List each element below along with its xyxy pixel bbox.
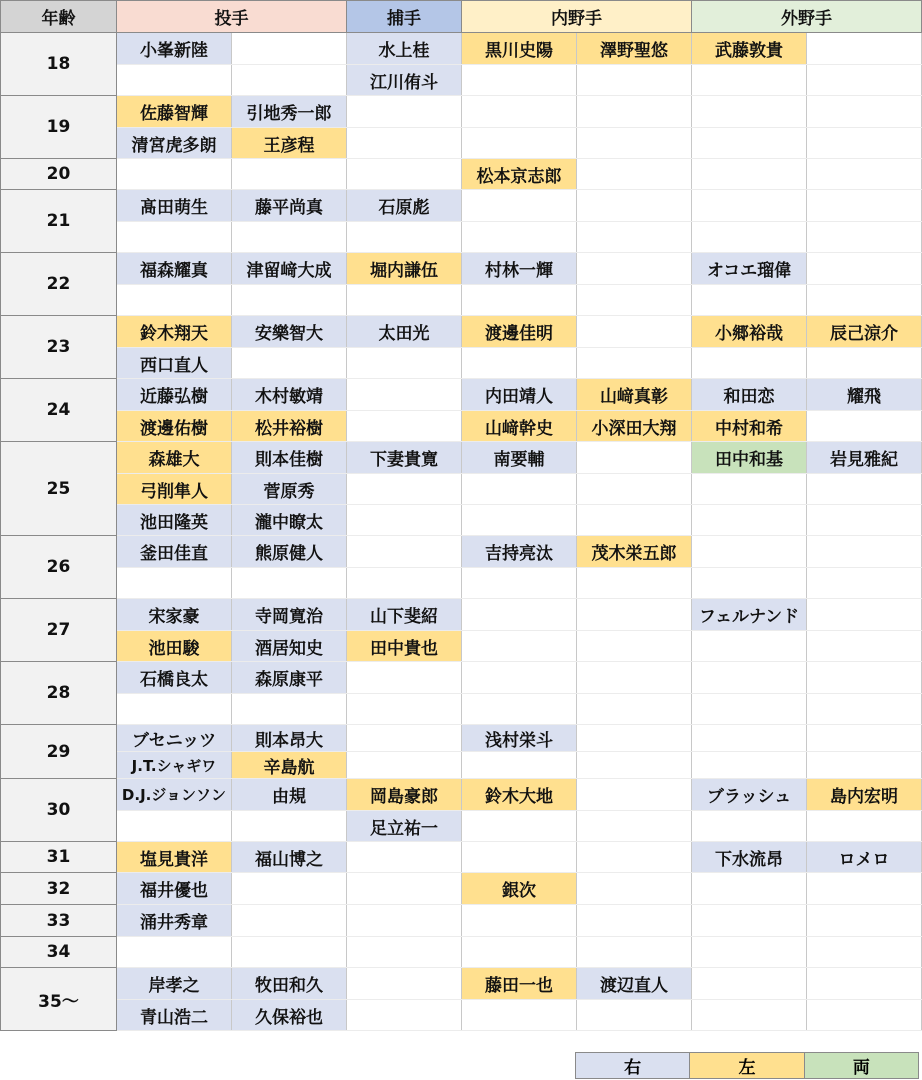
player-cell: 佐藤智輝 [117,96,232,128]
empty-cell [807,33,922,65]
empty-cell [347,128,462,159]
empty-cell [577,725,692,752]
age-cell: 24 [1,379,117,442]
player-cell: 松本京志郎 [462,159,577,190]
header-pitcher: 投手 [117,1,347,33]
player-cell: 鈴木大地 [462,779,577,811]
empty-cell [692,96,807,128]
empty-cell [692,568,807,599]
player-cell: 鈴木翔天 [117,316,232,348]
roster-body [1,33,922,1031]
roster-row [1,316,922,348]
header-row [1,1,922,33]
age-cell: 27 [1,599,117,662]
age-cell: 21 [1,190,117,253]
roster-row [1,253,922,285]
player-cell: 宋家豪 [117,599,232,631]
player-cell: 黒川史陽 [462,33,577,65]
player-cell: 池田隆英 [117,505,232,536]
empty-cell [117,222,232,253]
empty-cell [577,599,692,631]
player-cell: 田中貴也 [347,631,462,662]
empty-cell [692,348,807,379]
empty-cell [347,905,462,937]
player-cell: 山﨑幹史 [462,411,577,442]
player-cell: 小深田大翔 [577,411,692,442]
roster-row [1,285,922,316]
empty-cell [462,128,577,159]
empty-cell [462,568,577,599]
age-cell: 31 [1,842,117,873]
player-cell: 弓削隼人 [117,474,232,505]
empty-cell [462,65,577,96]
player-cell: 熊原健人 [232,536,347,568]
empty-cell [577,348,692,379]
roster-row [1,65,922,96]
player-cell: 近藤弘樹 [117,379,232,411]
roster-row [1,631,922,662]
age-cell: 18 [1,33,117,96]
player-cell: 渡邊佳明 [462,316,577,348]
roster-row [1,33,922,65]
empty-cell [807,96,922,128]
empty-cell [577,128,692,159]
empty-cell [692,694,807,725]
player-cell: 辰己涼介 [807,316,922,348]
empty-cell [807,968,922,1000]
age-cell: 19 [1,96,117,159]
empty-cell [692,128,807,159]
roster-row [1,873,922,905]
player-cell: 塩見貴洋 [117,842,232,873]
header-age: 年齢 [1,1,117,33]
empty-cell [807,285,922,316]
empty-cell [347,348,462,379]
player-cell: 岩見雅紀 [807,442,922,474]
empty-cell [232,568,347,599]
player-cell: 池田駿 [117,631,232,662]
player-cell: 渡邊佑樹 [117,411,232,442]
empty-cell [347,474,462,505]
player-cell: J.T.シャギワ [117,752,232,779]
empty-cell [347,159,462,190]
empty-cell [577,905,692,937]
player-cell: 島内宏明 [807,779,922,811]
empty-cell [232,159,347,190]
empty-cell [232,873,347,905]
age-cell: 26 [1,536,117,599]
roster-row [1,536,922,568]
empty-cell [117,937,232,968]
player-cell: ロメロ [807,842,922,873]
empty-cell [807,348,922,379]
player-cell: 耀飛 [807,379,922,411]
empty-cell [462,285,577,316]
roster-row [1,568,922,599]
player-cell: 引地秀一郎 [232,96,347,128]
roster-row [1,222,922,253]
empty-cell [117,159,232,190]
roster-row [1,779,922,811]
empty-cell [692,968,807,1000]
empty-cell [577,190,692,222]
player-cell: 藤田一也 [462,968,577,1000]
age-cell: 32 [1,873,117,905]
empty-cell [807,65,922,96]
empty-cell [462,694,577,725]
empty-cell [807,873,922,905]
empty-cell [692,505,807,536]
empty-cell [462,662,577,694]
player-cell: 髙田萌生 [117,190,232,222]
empty-cell [462,599,577,631]
player-cell: 村林一輝 [462,253,577,285]
empty-cell [807,411,922,442]
roster-row [1,811,922,842]
player-cell: 澤野聖悠 [577,33,692,65]
player-cell: 辛島航 [232,752,347,779]
player-cell: 木村敏靖 [232,379,347,411]
player-cell: 山下斐紹 [347,599,462,631]
player-cell: 渡辺直人 [577,968,692,1000]
roster-row [1,937,922,968]
empty-cell [462,348,577,379]
empty-cell [347,968,462,1000]
empty-cell [462,752,577,779]
empty-cell [347,937,462,968]
empty-cell [692,159,807,190]
empty-cell [347,505,462,536]
roster-row [1,662,922,694]
age-cell: 23 [1,316,117,379]
empty-cell [692,190,807,222]
player-cell: ブセニッツ [117,725,232,752]
empty-cell [462,474,577,505]
roster-row [1,411,922,442]
roster-row [1,1000,922,1031]
empty-cell [692,752,807,779]
player-cell: 寺岡寛治 [232,599,347,631]
header-infield: 内野手 [462,1,692,33]
player-cell: 涌井秀章 [117,905,232,937]
empty-cell [347,842,462,873]
player-cell: 南要輔 [462,442,577,474]
player-cell: 堀内謙伍 [347,253,462,285]
player-cell: 浅村栄斗 [462,725,577,752]
player-cell: 岸孝之 [117,968,232,1000]
empty-cell [232,694,347,725]
player-cell: 福森耀真 [117,253,232,285]
player-cell: フェルナンド [692,599,807,631]
player-cell: 福井優也 [117,873,232,905]
header-catcher: 捕手 [347,1,462,33]
player-cell: 藤平尚真 [232,190,347,222]
roster-row [1,694,922,725]
empty-cell [347,725,462,752]
roster-row [1,842,922,873]
empty-cell [807,505,922,536]
empty-cell [577,873,692,905]
empty-cell [807,190,922,222]
empty-cell [347,379,462,411]
roster-row [1,505,922,536]
player-cell: オコエ瑠偉 [692,253,807,285]
empty-cell [577,1000,692,1031]
player-cell: ブラッシュ [692,779,807,811]
empty-cell [117,568,232,599]
roster-row [1,348,922,379]
legend-right: 右 [576,1053,690,1079]
empty-cell [807,159,922,190]
empty-cell [347,694,462,725]
empty-cell [577,568,692,599]
empty-cell [577,662,692,694]
player-cell: 久保裕也 [232,1000,347,1031]
roster-row [1,752,922,779]
roster-row [1,474,922,505]
empty-cell [232,811,347,842]
player-cell: 武藤敦貴 [692,33,807,65]
player-cell: 西口直人 [117,348,232,379]
empty-cell [462,937,577,968]
empty-cell [692,1000,807,1031]
empty-cell [577,96,692,128]
empty-cell [577,316,692,348]
player-cell: 小峯新陸 [117,33,232,65]
player-cell: 則本佳樹 [232,442,347,474]
empty-cell [807,752,922,779]
player-cell: 清宮虎多朗 [117,128,232,159]
empty-cell [807,694,922,725]
empty-cell [232,937,347,968]
empty-cell [807,599,922,631]
age-cell: 30 [1,779,117,842]
empty-cell [462,842,577,873]
empty-cell [577,65,692,96]
empty-cell [117,811,232,842]
player-cell: 茂木栄五郎 [577,536,692,568]
empty-cell [692,937,807,968]
empty-cell [462,905,577,937]
empty-cell [462,96,577,128]
empty-cell [117,694,232,725]
player-cell: 釜田佳直 [117,536,232,568]
player-cell: 松井裕樹 [232,411,347,442]
player-cell: 津留﨑大成 [232,253,347,285]
player-cell: 由規 [232,779,347,811]
empty-cell [462,1000,577,1031]
age-cell: 20 [1,159,117,190]
player-cell: 江川侑斗 [347,65,462,96]
player-cell: 小郷裕哉 [692,316,807,348]
player-cell: 和田恋 [692,379,807,411]
empty-cell [577,779,692,811]
empty-cell [692,65,807,96]
age-cell: 29 [1,725,117,779]
player-cell: 吉持亮汰 [462,536,577,568]
empty-cell [577,842,692,873]
roster-row [1,599,922,631]
empty-cell [117,285,232,316]
empty-cell [347,662,462,694]
empty-cell [117,65,232,96]
roster-row [1,725,922,752]
empty-cell [577,253,692,285]
roster-row [1,96,922,128]
empty-cell [692,474,807,505]
age-cell: 28 [1,662,117,725]
empty-cell [462,505,577,536]
roster-row [1,128,922,159]
roster-row [1,379,922,411]
empty-cell [807,937,922,968]
player-cell: 瀧中瞭太 [232,505,347,536]
player-cell: 則本昂大 [232,725,347,752]
player-cell: 安樂智大 [232,316,347,348]
empty-cell [807,905,922,937]
empty-cell [577,694,692,725]
age-cell: 35～ [1,968,117,1031]
empty-cell [347,222,462,253]
age-cell: 34 [1,937,117,968]
empty-cell [577,752,692,779]
age-cell: 22 [1,253,117,316]
age-cell: 33 [1,905,117,937]
empty-cell [577,505,692,536]
legend-both: 両 [804,1053,918,1079]
player-cell: 菅原秀 [232,474,347,505]
player-cell: 水上桂 [347,33,462,65]
empty-cell [232,65,347,96]
empty-cell [347,285,462,316]
empty-cell [692,873,807,905]
empty-cell [347,96,462,128]
empty-cell [577,937,692,968]
player-cell: 王彦程 [232,128,347,159]
player-cell: 下妻貴寛 [347,442,462,474]
player-cell: 森原康平 [232,662,347,694]
empty-cell [347,411,462,442]
empty-cell [807,662,922,694]
empty-cell [577,285,692,316]
empty-cell [692,631,807,662]
legend [575,1052,919,1079]
empty-cell [462,631,577,662]
empty-cell [692,662,807,694]
player-cell: 酒居知史 [232,631,347,662]
empty-cell [807,474,922,505]
empty-cell [692,905,807,937]
roster-row [1,968,922,1000]
player-cell: 青山浩二 [117,1000,232,1031]
roster-row [1,442,922,474]
empty-cell [807,536,922,568]
empty-cell [347,568,462,599]
empty-cell [232,348,347,379]
player-cell: 中村和希 [692,411,807,442]
player-cell: 山﨑真彰 [577,379,692,411]
empty-cell [692,285,807,316]
age-cell: 25 [1,442,117,536]
player-cell: 石原彪 [347,190,462,222]
empty-cell [577,631,692,662]
empty-cell [807,128,922,159]
player-cell: 内田靖人 [462,379,577,411]
player-cell: 岡島豪郎 [347,779,462,811]
header-outfield: 外野手 [692,1,922,33]
empty-cell [807,1000,922,1031]
empty-cell [692,725,807,752]
empty-cell [807,253,922,285]
empty-cell [807,222,922,253]
player-cell: 牧田和久 [232,968,347,1000]
empty-cell [232,222,347,253]
legend-left: 左 [690,1053,804,1079]
empty-cell [577,811,692,842]
empty-cell [347,536,462,568]
empty-cell [232,905,347,937]
player-cell: D.J.ジョンソン [117,779,232,811]
player-cell: 太田光 [347,316,462,348]
empty-cell [232,33,347,65]
empty-cell [692,222,807,253]
player-cell: 銀次 [462,873,577,905]
empty-cell [462,222,577,253]
empty-cell [807,568,922,599]
empty-cell [347,1000,462,1031]
empty-cell [807,811,922,842]
player-cell: 石橋良太 [117,662,232,694]
player-cell: 森雄大 [117,442,232,474]
empty-cell [692,811,807,842]
empty-cell [577,222,692,253]
player-cell: 下水流昂 [692,842,807,873]
empty-cell [577,474,692,505]
empty-cell [462,190,577,222]
player-cell: 福山博之 [232,842,347,873]
roster-row [1,159,922,190]
empty-cell [577,159,692,190]
empty-cell [692,536,807,568]
empty-cell [807,631,922,662]
empty-cell [232,285,347,316]
roster-row [1,905,922,937]
empty-cell [347,873,462,905]
player-cell: 足立祐一 [347,811,462,842]
roster-row [1,190,922,222]
player-cell: 田中和基 [692,442,807,474]
empty-cell [347,752,462,779]
empty-cell [807,725,922,752]
empty-cell [462,811,577,842]
empty-cell [577,442,692,474]
